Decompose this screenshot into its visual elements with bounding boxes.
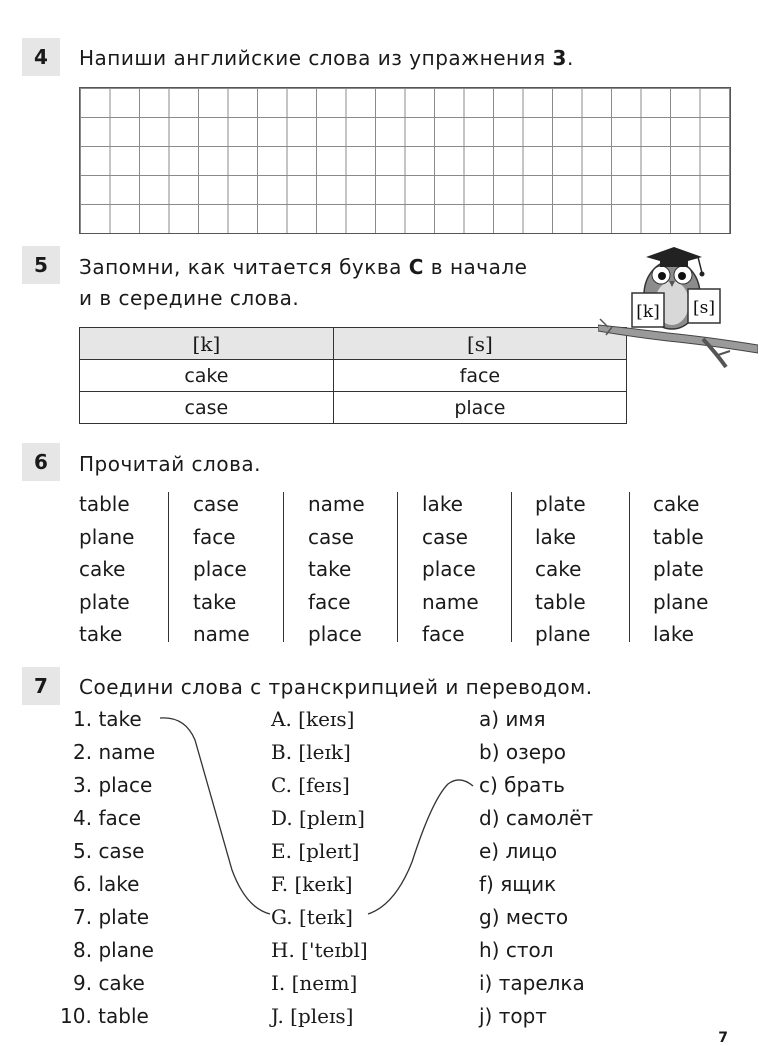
table-cell: cake [80,360,334,392]
word-item: take [79,622,123,646]
word-item: case [193,492,239,516]
translation-entry-text: j) торт [479,1004,547,1028]
transcription-entry-text: A. [keɪs] [271,707,355,731]
word-item: lake [653,622,694,646]
word-item: name [308,492,365,516]
word-item: face [193,524,236,549]
transcription-entry-text: B. [leɪk] [271,740,351,764]
table-cell: place [333,392,626,424]
word-item: place [308,622,362,646]
exercise-7-instruction: Соедини слова с транскрипцией и переводом. [79,675,593,699]
word-entry-text: 1. take [73,707,142,731]
transcription-entry-text: I. [neɪm] [271,971,358,995]
header-k: [k] [80,328,334,360]
word-item: take [308,557,352,581]
table-cell: case [80,392,334,424]
exercise-6-instruction: Прочитай слова. [79,452,261,476]
word-item: table [79,492,130,516]
word-item: plane [535,622,591,646]
translation-entry-text: e) лицо [479,839,558,863]
translation-entry-text: f) ящик [479,872,557,896]
word-item: face [308,589,351,614]
word-item: place [193,557,247,581]
exercise-5-number: 5 [22,246,60,284]
word-item: face [422,622,465,646]
word-item: cake [535,557,582,581]
word-item: plane [79,524,135,549]
owl-card-s: [s] [693,298,715,318]
word-entry-text: 9. cake [73,971,145,995]
word-item: lake [422,492,463,516]
word-item: lake [535,524,576,549]
word-entry-text: 3. place [73,773,153,797]
word-item: take [193,589,237,614]
instruction-text: Запомни, как читается буква [79,255,409,279]
translation-entry-text: b) озеро [479,740,566,764]
word-item: table [535,589,586,614]
exercise-4-number: 4 [22,38,60,76]
transcription-entry-text: D. [pleɪn] [271,806,365,830]
page-number: 7 [718,1030,728,1046]
instruction-text: Напиши английские слова из упражнения [79,46,553,70]
word-item: name [193,622,250,646]
instruction-bold: 3 [552,46,567,70]
table-cell: face [333,360,626,392]
translation-entry-text: d) самолёт [479,806,594,830]
transcription-entry-text: C. [feɪs] [271,773,350,797]
word-item: plate [535,492,586,516]
word-entry-text: 2. name [73,740,156,764]
transcription-entry-text: H. ['teɪbl] [271,938,368,962]
instruction-bold: C [408,255,424,279]
owl-card-k: [k] [636,302,660,322]
translation-entry-text: g) место [479,905,569,929]
transcription-entry-text: F. [keɪk] [271,872,353,896]
word-item: cake [653,492,700,516]
exercise-7-number: 7 [22,667,60,705]
word-item: case [308,524,354,549]
word-item: plate [79,589,130,614]
exercise-5-instruction-line2: и в середине слова. [79,286,300,310]
translation-entry-text: h) стол [479,938,554,962]
word-entry-text: 5. case [73,839,145,863]
word-entry-text: 8. plane [73,938,154,962]
word-item: place [422,557,476,581]
word-item: table [653,524,704,549]
word-item: plane [653,589,709,614]
translation-entry-text: i) тарелка [479,971,585,995]
word-entry-text: 7. plate [73,905,150,929]
word-item: cake [79,557,126,581]
word-entry-text: 6. lake [73,872,140,896]
translation-entry-text: c) брать [479,773,565,797]
word-item: case [422,524,468,549]
instruction-suffix: . [566,46,574,70]
transcription-entry-text: J. [pleɪs] [271,1004,354,1028]
match-line-take-teik [160,718,270,914]
translation-entry-text: a) имя [479,707,546,731]
match-line-teik-brat [368,780,473,914]
exercise-6-number: 6 [22,443,60,481]
word-entry-text: 10. table [60,1004,149,1028]
word-item: plate [653,557,704,581]
word-entry-text: 4. face [73,806,142,830]
word-item: name [422,589,479,614]
instruction-suffix: в начале [423,255,528,279]
transcription-entry-text: E. [pleɪt] [271,839,360,863]
transcription-entry-text: G. [teɪk] [271,905,353,929]
header-s: [s] [333,328,626,360]
